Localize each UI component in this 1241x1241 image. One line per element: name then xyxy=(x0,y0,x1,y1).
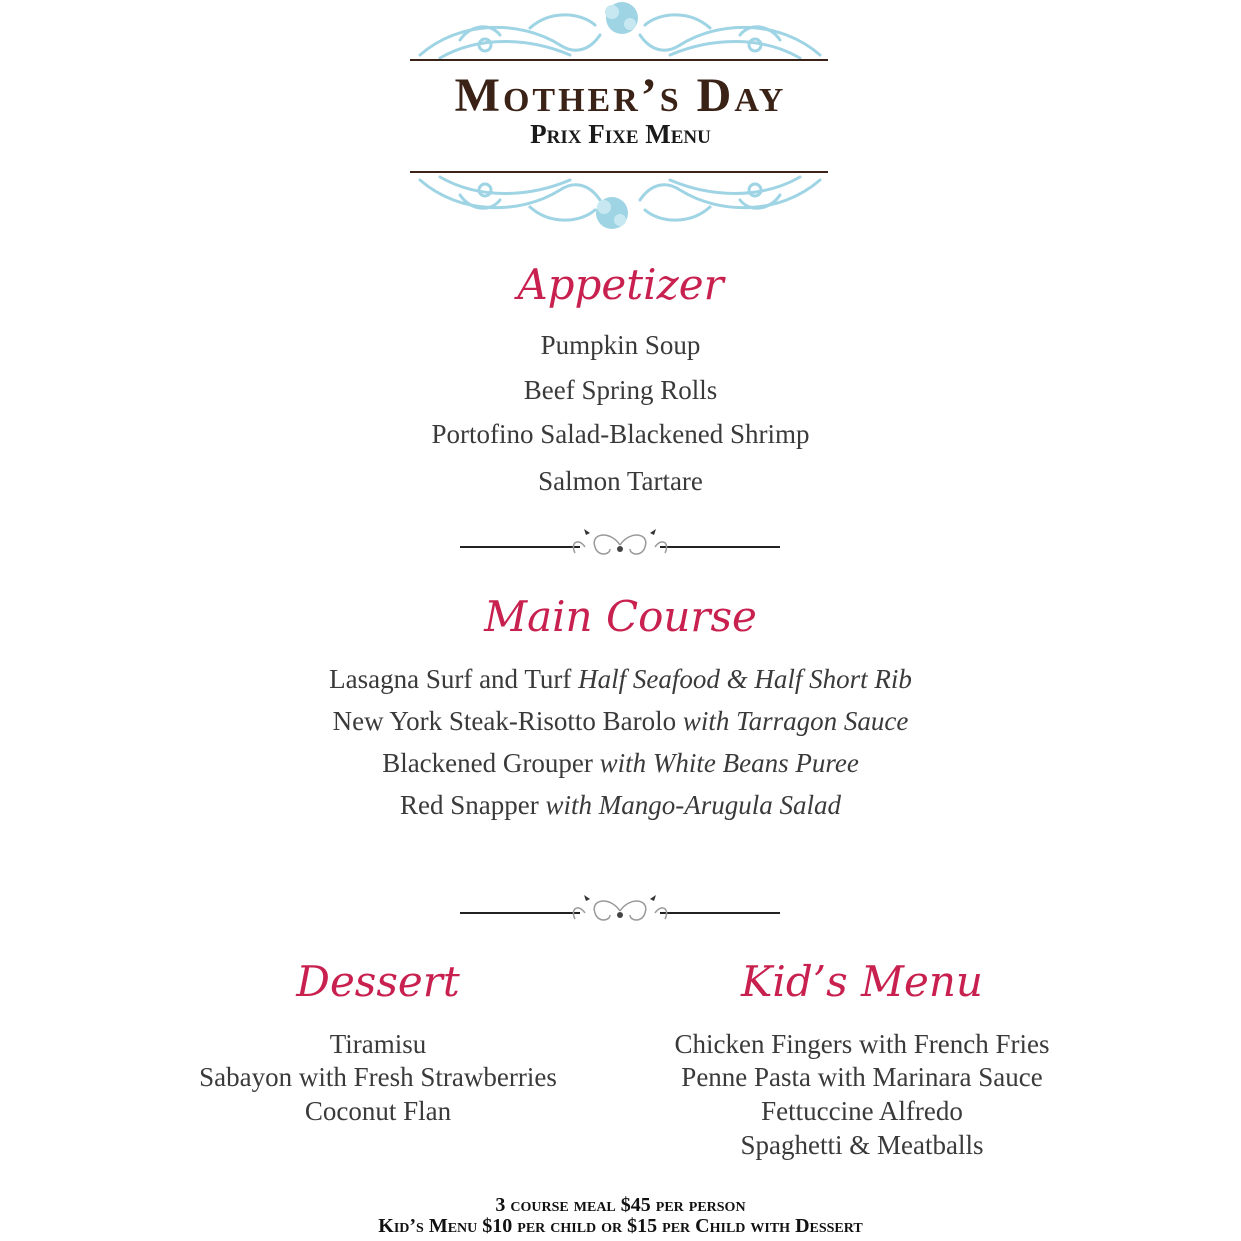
main-course-item-note: with White Beans Puree xyxy=(599,748,859,778)
main-course-heading: Main Course xyxy=(484,592,757,641)
dessert-item: Coconut Flan xyxy=(304,1096,452,1126)
main-course-item xyxy=(0,704,1241,738)
main-course-item-name: Red Snapper xyxy=(400,790,539,820)
kids-menu-item: Fettuccine Alfredo xyxy=(761,1096,963,1126)
main-course-item-name: Lasagna Surf and Turf xyxy=(329,664,572,694)
main-course-item-note: Half Seafood & Half Short Rib xyxy=(578,664,912,694)
menu-subtitle: Prix Fixe Menu xyxy=(530,119,711,149)
main-course-item xyxy=(0,788,1241,822)
dessert-item: Sabayon with Fresh Strawberries xyxy=(199,1062,557,1092)
menu-title: Mother’s Day xyxy=(454,69,787,122)
section-divider xyxy=(460,891,780,931)
main-course-item-name: Blackened Grouper xyxy=(382,748,593,778)
main-course-item-note: with Tarragon Sauce xyxy=(682,706,909,736)
kids-menu-item: Penne Pasta with Marinara Sauce xyxy=(681,1062,1043,1092)
appetizer-item: Salmon Tartare xyxy=(538,466,703,496)
appetizer-item: Portofino Salad-Blackened Shrimp xyxy=(431,419,810,449)
appetizer-item: Pumpkin Soup xyxy=(540,330,701,360)
main-course-item-note: with Mango-Arugula Salad xyxy=(545,790,841,820)
main-course-item xyxy=(0,662,1241,696)
appetizer-item: Beef Spring Rolls xyxy=(523,375,718,405)
kids-menu-heading: Kid’s Menu xyxy=(741,957,983,1006)
price-line-kids: Kid’s Menu $10 per child or $15 per Child with Dessert xyxy=(378,1215,863,1237)
kids-menu-item: Spaghetti & Meatballs xyxy=(740,1130,984,1160)
main-course-item-name: New York Steak-Risotto Barolo xyxy=(332,706,677,736)
dessert-item: Tiramisu xyxy=(329,1029,427,1059)
main-course-item xyxy=(0,746,1241,780)
section-divider xyxy=(460,525,780,565)
appetizer-heading: Appetizer xyxy=(517,260,724,309)
kids-menu-item: Chicken Fingers with French Fries xyxy=(674,1029,1050,1059)
price-line-adult: 3 course meal $45 per person xyxy=(495,1194,746,1216)
dessert-heading: Dessert xyxy=(296,957,460,1006)
